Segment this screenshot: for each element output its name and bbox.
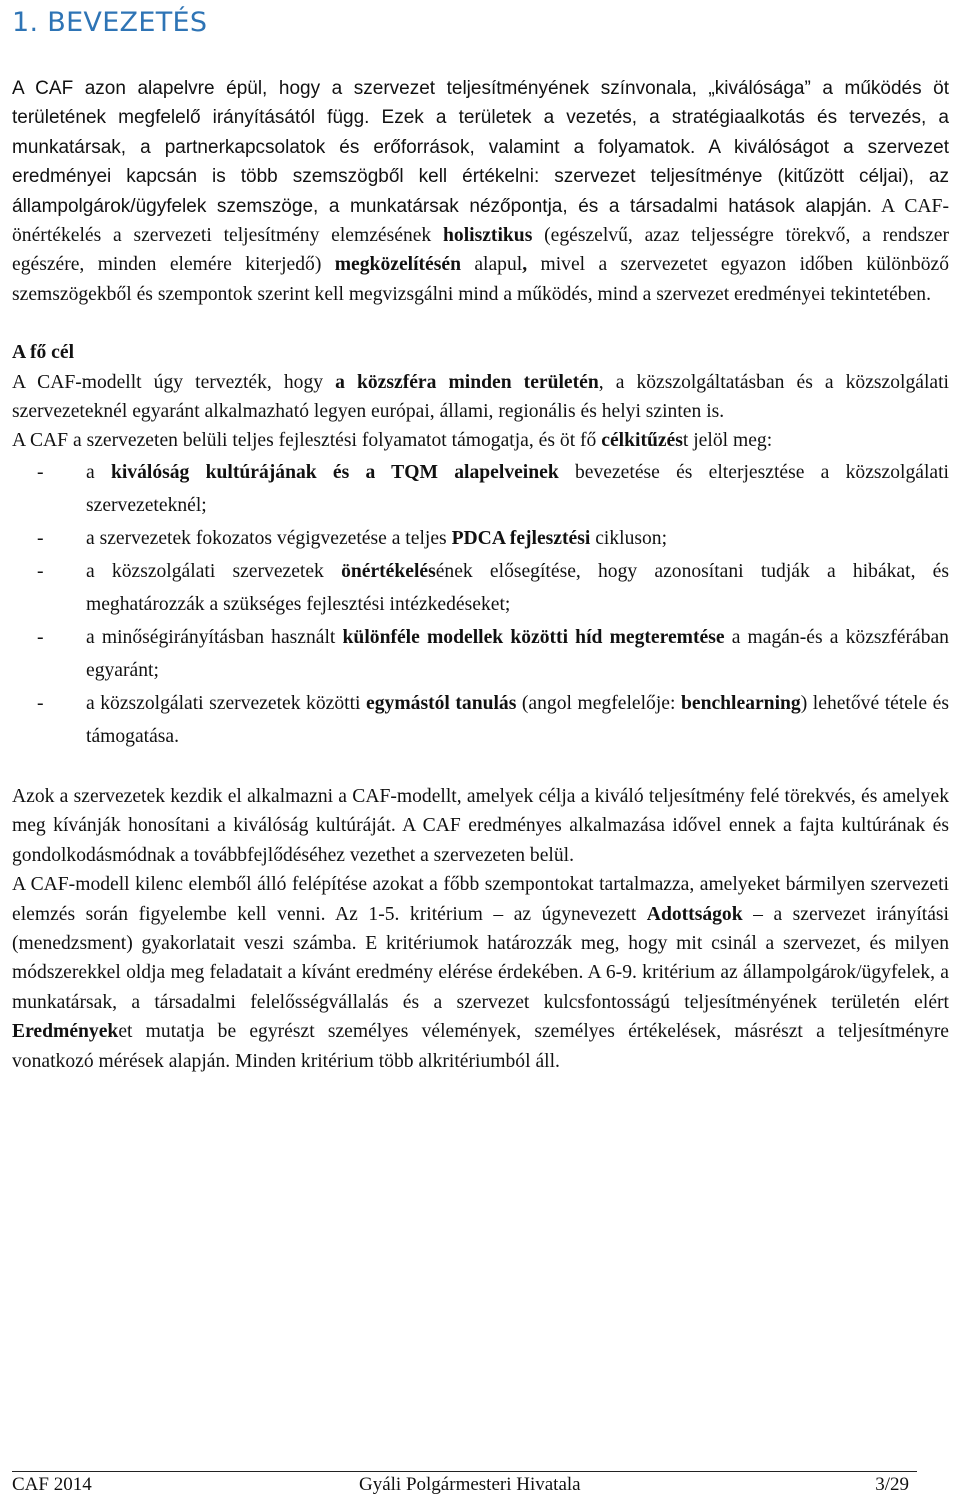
list-text: a <box>86 461 111 483</box>
list-text: a szervezetek fokozatos végigvezetése a teljes <box>86 527 452 549</box>
list-dash: - <box>37 560 44 582</box>
list-bold: különféle modellek közötti híd megteremtése <box>342 626 725 648</box>
list-text: (angol megfelelője: <box>516 692 681 714</box>
intro-text-sans: A CAF azon alapelvre épül, hogy a szervezet teljesítményének színvonala, „kiválósága” a működés öt területének megfelelő irányításától függ. Ezek a területek a vezetés, a stratégiaalkotás és tervezés, a munkatársak, a partnerkapcsolatok és erőforrások, valamint a folyamatok. A kiválóságot a szervezet eredményei kapcsán is több szemszögből kell értékelni: szervezet teljesítménye (kitűzött céljai), az állampolgárok/ügyfelek szemszöge, a munkatársak nézőpontja, és a társadalmi hatások alapján. <box>12 78 949 217</box>
list-text: a magán-és a közszférában egyaránt; <box>86 626 949 681</box>
list-bold: PDCA fejlesztési <box>451 527 591 549</box>
list-bold: önértékelés <box>341 560 436 582</box>
list-item <box>12 522 949 555</box>
list-item <box>12 621 949 687</box>
list-text: cikluson; <box>590 527 668 549</box>
list-dash: - <box>37 626 44 648</box>
main-goal-p2-text-a: A CAF a szervezeten belüli teljes fejlesztési folyamatot támogatja, és öt fő <box>12 430 602 452</box>
intro-bold-megkozelitesen: megközelítésén <box>334 254 461 276</box>
list-dash: - <box>37 461 44 483</box>
main-goal-p2-bold: célkitűzés <box>601 430 683 452</box>
list-dash: - <box>37 527 44 549</box>
main-goal-paragraph-2 <box>12 426 949 455</box>
section-heading: 1. BEVEZETÉS <box>12 7 208 38</box>
closing-bold-adottsagok: Adottságok <box>646 903 743 925</box>
intro-paragraph <box>12 74 949 309</box>
list-bold: benchlearning <box>680 692 801 714</box>
main-goal-title: A fő cél <box>12 342 75 364</box>
closing-text-c: – a szervezet irányítási (menedzsment) gyakorlatait veszi számba. E kritériumok határozzák meg, hogy mit csinál a szervezet, és milyen módszerekkel oldja meg feladatait a kívánt eredmény elérése érdekében. A 6-9. kritérium az állampolgárok/ügyfelek, a munkatársak, a társadalmi felelősségvállalás és a szervezet kulcsfontosságú teljesítményének területén elért <box>12 903 949 1013</box>
closing-paragraph-1: Azok a szervezetek kezdik el alkalmazni a CAF-modellt, amelyek célja a kiváló teljesítmény felé törekvés, és amelyek meg kívánják honosítani a kiválóság kultúráját. A CAF eredményes alkalmazása idővel ennek a fajta kultúrának és gondolkodásmódnak a továbbfejlődéséhez vezethet a szervezeten belül. <box>12 785 949 866</box>
main-goal-text-c: , a közszolgáltatásban és a közszolgálati szervezeteknél egyaránt alkalmazható legyen európai, állami, regionális és helyi szinten is. <box>12 371 949 423</box>
list-text: a minőségirányításban használt <box>86 626 343 648</box>
closing-text-e: et mutatja be egyrészt személyes vélemények, személyes értékelések, másrészt a teljesítményre vonatkozó mérések alapján. Minden kritérium több alkritériumból áll. <box>12 1021 949 1072</box>
page-footer <box>12 1471 917 1500</box>
list-dash: - <box>37 692 44 714</box>
list-text: bevezetése és elterjesztése a közszolgálati szervezeteknél; <box>86 461 949 516</box>
main-goal-text-a: A CAF-modellt úgy tervezték, hogy <box>12 371 336 393</box>
list-bold: egymástól tanulás <box>366 692 517 714</box>
list-item <box>12 687 949 753</box>
main-goal-paragraph-1 <box>12 368 949 427</box>
footer-page-number: 3/29 <box>875 1474 909 1495</box>
intro-text-d: mivel a szervezetet egyazon időben különböző szemszögekből és szempontok szerint kell megvizsgálni mind a működés, mind a szervezet eredményei tekintetében. <box>12 254 949 305</box>
list-item <box>12 555 949 621</box>
footer-organization: Gyáli Polgármesteri Hivatala <box>359 1474 581 1495</box>
main-goal-p2-text-c: t jelöl meg: <box>682 430 773 452</box>
footer-doc-name: CAF 2014 <box>12 1474 92 1495</box>
list-item <box>12 456 949 522</box>
closing-bold-eredmenyek: Eredmények <box>12 1021 119 1043</box>
intro-bold-holisztikus: holisztikus <box>443 225 533 247</box>
intro-text-a: A CAF-önértékelés a szervezeti teljesítmény elemzésének <box>12 195 949 247</box>
document-body <box>12 74 949 1076</box>
intro-text-c: alapul <box>460 254 523 276</box>
list-text: a közszolgálati szervezetek közötti <box>86 692 367 714</box>
list-text: ) lehetővé tétele és támogatása. <box>86 692 949 747</box>
list-text: a közszolgálati szervezetek <box>86 560 342 582</box>
main-goal-bold: a közszféra minden területén <box>335 371 599 393</box>
goals-list <box>12 456 949 753</box>
intro-bold-comma: , <box>522 254 528 276</box>
intro-text-b: (egészelvű, azaz teljességre törekvő, a rendszer egészére, minden elemére kiterjedő) <box>12 225 950 276</box>
list-text: ének elősegítése, hogy azonosítani tudják a hibákat, és meghatározzák a szükséges fejlesztési intézkedéseket; <box>86 560 949 615</box>
list-bold: kiválóság kultúrájának és a TQM alapelveinek <box>110 461 559 483</box>
closing-paragraph-2 <box>12 870 949 1076</box>
closing-text-a: A CAF-modell kilenc elemből álló felépítése azokat a főbb szempontokat tartalmazza, amelyeket bármilyen szervezeti elemzés során figyelembe kell venni. Az 1-5. kritérium – az úgynevezett <box>12 874 949 925</box>
